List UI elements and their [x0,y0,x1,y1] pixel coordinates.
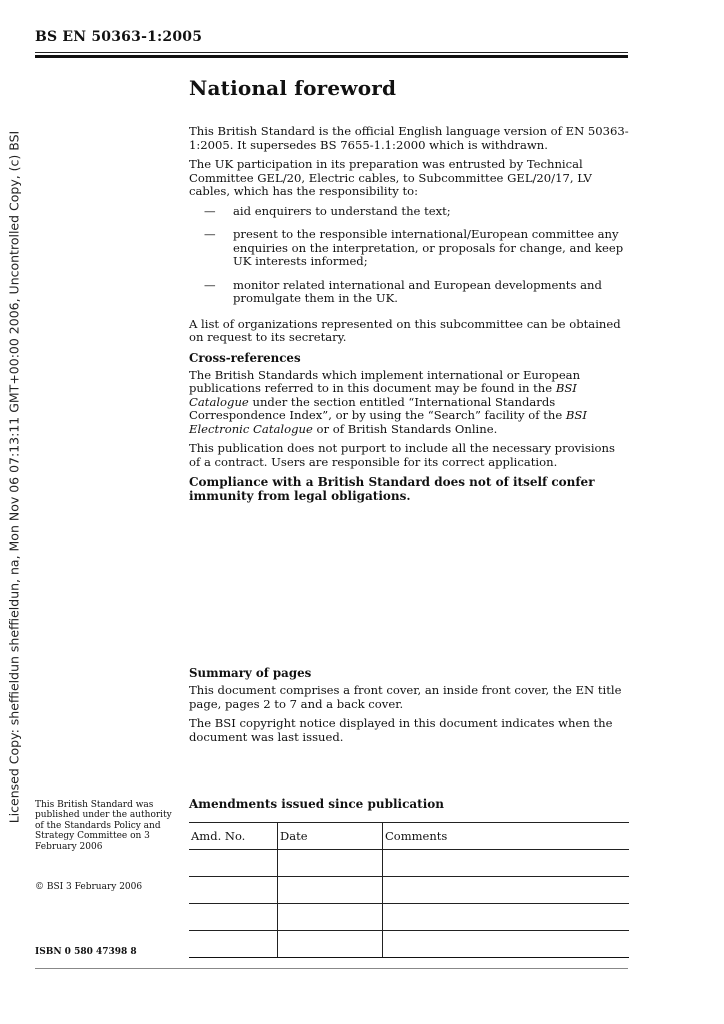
column-header-comments: Comments [383,823,630,850]
summary-paragraph-1: This document comprises a front cover, an inside front cover, the EN title page, pages 2 to 7 and a back cover. [189,683,622,711]
table-cell [189,850,278,877]
contract-paragraph: This publication does not purport to include all the necessary provisions of a contract. Users are responsible for its correct application. [189,441,615,469]
table-cell [189,904,278,931]
list-item-text: aid enquirers to understand the text; [233,203,451,218]
text-run: under the section entitled “International Standards Correspondence Index”, or by using the “Search” facility of the [189,394,566,422]
header-rule-thin [35,52,628,53]
table-cell [278,850,383,877]
table-row [189,850,629,877]
list-item-text: monitor related international and European developments and promulgate them in the UK. [233,277,602,305]
organizations-paragraph: A list of organizations represented on this subcommittee can be obtained on request to its secretary. [189,316,621,344]
table-row [189,931,629,958]
dash-marker: — [204,227,216,241]
responsibility-list [189,205,629,306]
copyright-note: © BSI 3 February 2006 [35,882,143,892]
table-cell [189,877,278,904]
text-run: The British Standards which implement international or European publications referred to in this document may be found in the [189,367,581,395]
header-rule-thick [35,55,628,58]
foreword-body [189,125,629,503]
document-code: BS EN 50363-1:2005 [35,29,203,45]
table-cell [383,904,630,931]
list-item [189,279,629,306]
cross-references-paragraph [189,369,629,437]
table-cell [278,904,383,931]
column-header-amd-no: Amd. No. [189,823,278,850]
column-header-date: Date [278,823,383,850]
list-item [189,205,629,219]
table-cell [383,931,630,958]
compliance-statement: Compliance with a British Standard does not of itself confer immunity from legal obligations. [189,475,595,503]
table-cell [189,931,278,958]
summary-heading: Summary of pages [189,666,312,680]
summary-paragraph-2: The BSI copyright notice displayed in this document indicates when the document was last issued. [189,716,613,744]
amendments-title: Amendments issued since publication [189,797,444,811]
list-item-text: present to the responsible international/European committee any enquiries on the interpretation, or proposals for change, and keep UK interests informed; [233,227,624,268]
isbn: ISBN 0 580 47398 8 [35,947,137,957]
footer-rule [35,968,628,969]
dash-marker: — [204,277,216,292]
table-cell [278,931,383,958]
summary-section [189,666,629,750]
page-title: National foreword [189,76,397,100]
table-cell [278,877,383,904]
cross-references-heading: Cross-references [189,350,301,365]
table-cell [383,877,630,904]
table-row [189,877,629,904]
intro-paragraph-2: The UK participation in its preparation was entrusted by Technical Committee GEL/20, Electric cables, to Subcommittee GEL/20/17, LV cables, which has the responsibility to: [189,157,592,198]
table-row [189,904,629,931]
table-header-row [189,823,629,850]
amendments-table [189,822,629,958]
publication-note: This British Standard was published under the authority of the Standards Policy and Strategy Committee on 3 February 2006 [35,800,172,852]
license-watermark: Licensed Copy: sheffieldun sheffieldun, na, Mon Nov 06 07:13:11 GMT+00:00 2006, Uncontrolled Copy, (c) BSI [6,130,22,824]
text-run: or of British Standards Online. [312,421,498,436]
list-item [189,228,629,269]
electronic-catalogue-title: BSI Electronic Catalogue [189,408,587,436]
catalogue-title: BSI Catalogue [189,381,577,409]
dash-marker: — [204,203,216,218]
intro-paragraph-1: This British Standard is the official English language version of EN 50363-1:2005. It supersedes BS 7655-1.1:2000 which is withdrawn. [189,124,629,152]
table-cell [383,850,630,877]
